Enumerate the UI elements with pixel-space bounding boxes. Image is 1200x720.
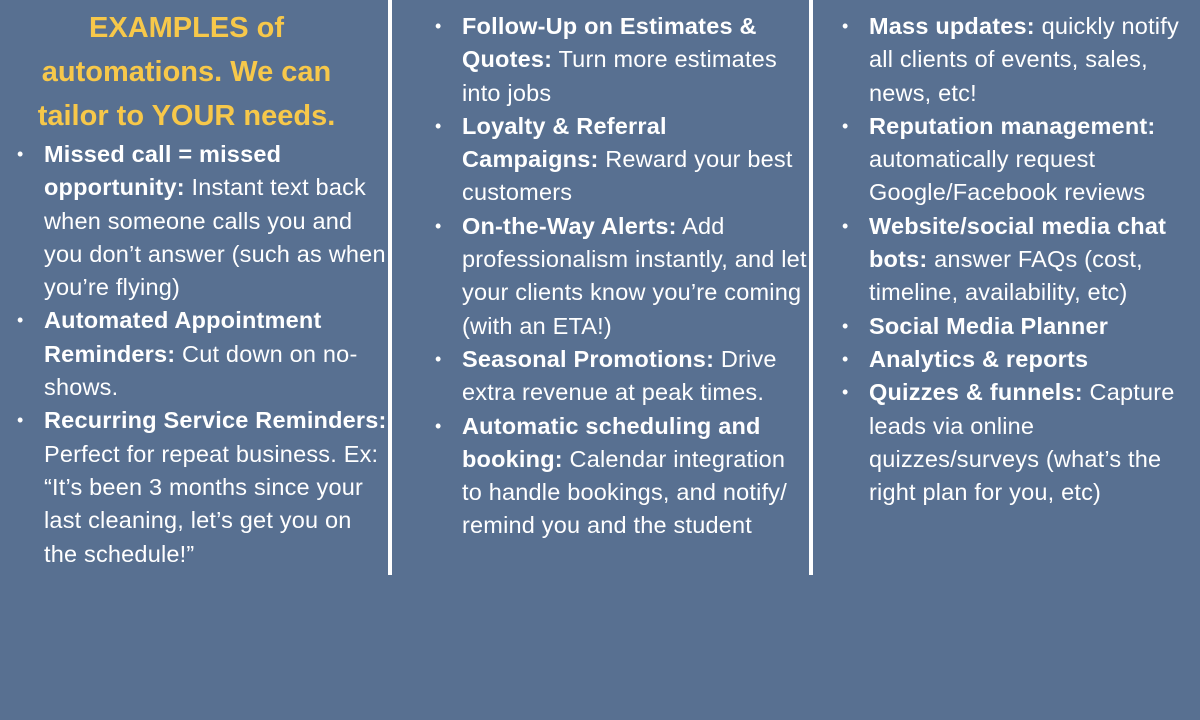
left-column: [0, 0, 388, 571]
item-text: answer FAQs (cost, timeline, availability, etc): [869, 246, 1143, 306]
item-title: Reputation management:: [869, 112, 1156, 139]
bullet-icon: •: [17, 144, 24, 164]
item-title: Follow-Up on Estimates & Quotes:: [462, 13, 757, 73]
item-title: Social Media Planner: [869, 312, 1109, 339]
item-title: Website/social media chat bots:: [869, 212, 1167, 273]
list-item: [432, 210, 809, 343]
list-item: [839, 110, 1200, 210]
bullet-icon: •: [842, 115, 849, 136]
bullet-icon: •: [842, 382, 849, 403]
item-title: On-the-Way Alerts:: [462, 212, 677, 239]
item-text: automatically request Google/Facebook reviews: [869, 146, 1146, 206]
item-title: Analytics & reports: [869, 345, 1089, 372]
item-title: Automatic scheduling and booking:: [462, 412, 761, 472]
list-item: [14, 138, 388, 304]
list-item: [839, 376, 1200, 509]
item-title: Automated Appointment Reminders:: [44, 307, 322, 367]
bullet-icon: •: [435, 115, 442, 136]
right-column: [813, 0, 1200, 509]
automation-list-2: [432, 10, 809, 543]
examples-heading: EXAMPLES of automations. We can tailor to YOUR needs.: [37, 12, 336, 132]
automation-list-1: [14, 138, 388, 571]
list-item: [839, 343, 1200, 376]
bullet-icon: •: [435, 348, 442, 369]
item-text: Turn more estimates into jobs: [462, 46, 777, 106]
list-item: [432, 410, 809, 543]
list-item: [14, 304, 388, 404]
middle-column: [392, 0, 809, 543]
item-text: Instant text back when someone calls you and you don’t answer (such as when you’re flying): [44, 174, 386, 301]
bullet-icon: •: [842, 215, 849, 236]
item-text: Add professionalism instantly, and let your clients know you’re coming (with an ETA!): [462, 212, 807, 339]
bullet-icon: •: [842, 315, 849, 336]
list-item: [839, 10, 1200, 110]
item-text: quickly notify all clients of events, sales, news, etc!: [869, 13, 1179, 106]
bullet-icon: •: [842, 348, 849, 369]
list-item: [839, 210, 1200, 310]
automation-list-3: [839, 10, 1200, 509]
item-text: Perfect for repeat business. Ex: “It’s been 3 months since your last cleaning, let’s get you on the schedule!”: [44, 440, 379, 567]
item-title: Mass updates:: [869, 13, 1035, 39]
list-item: [432, 110, 809, 210]
list-item: [432, 343, 809, 410]
list-item: [432, 10, 809, 110]
item-text: Drive extra revenue at peak times.: [462, 345, 777, 406]
item-text: Capture leads via online quizzes/surveys (what’s the right plan for you, etc): [869, 379, 1175, 506]
bullet-icon: •: [435, 16, 442, 36]
item-title: Seasonal Promotions:: [462, 345, 715, 372]
item-title: Recurring Service Reminders:: [44, 407, 387, 434]
list-item: [839, 310, 1200, 343]
item-title: Missed call = missed opportunity:: [44, 141, 282, 201]
bullet-icon: •: [17, 410, 24, 431]
item-text: Calendar integration to handle bookings, and notify/ remind you and the student: [462, 445, 787, 539]
bullet-icon: •: [17, 310, 24, 331]
item-text: Cut down on no-shows.: [44, 340, 358, 401]
item-title: Quizzes & funnels:: [869, 379, 1083, 406]
item-text: Reward your best customers: [462, 146, 793, 206]
bullet-icon: •: [435, 415, 442, 436]
list-item: [14, 404, 388, 570]
item-title: Loyalty & Referral Campaigns:: [462, 112, 667, 173]
bullet-icon: •: [435, 215, 442, 236]
bullet-icon: •: [842, 16, 849, 36]
